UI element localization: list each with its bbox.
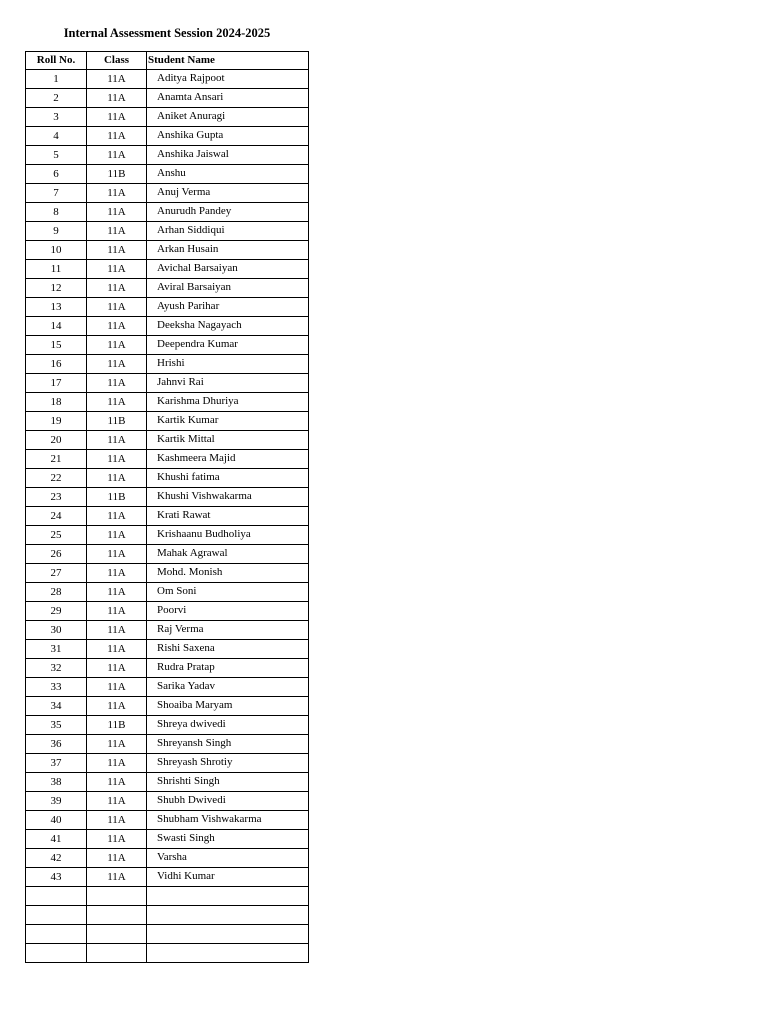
- table-row: [26, 811, 309, 830]
- table-row: [26, 70, 309, 89]
- table-row: [26, 393, 309, 412]
- table-row: [26, 165, 309, 184]
- roll-no-cell: 22: [26, 469, 87, 488]
- roll-no-cell: 37: [26, 754, 87, 773]
- student-name-cell: Aniket Anuragi: [147, 108, 309, 127]
- student-name-cell: Karishma Dhuriya: [147, 393, 309, 412]
- roll-no-cell: 4: [26, 127, 87, 146]
- student-name-cell: Om Soni: [147, 583, 309, 602]
- roll-no-cell: 2: [26, 89, 87, 108]
- class-cell: 11B: [87, 412, 147, 431]
- student-name-cell: Varsha: [147, 849, 309, 868]
- student-name-cell: Anamta Ansari: [147, 89, 309, 108]
- student-name-cell: Rishi Saxena: [147, 640, 309, 659]
- class-cell: 11A: [87, 602, 147, 621]
- class-cell: 11A: [87, 298, 147, 317]
- table-row: [26, 127, 309, 146]
- table-row: [26, 298, 309, 317]
- table-row: [26, 222, 309, 241]
- student-name-header: Student Name: [147, 52, 309, 70]
- roll-no-cell: [26, 925, 87, 944]
- class-cell: 11A: [87, 146, 147, 165]
- table-row: [26, 469, 309, 488]
- class-cell: 11A: [87, 317, 147, 336]
- table-row: [26, 564, 309, 583]
- student-name-cell: Shrishti Singh: [147, 773, 309, 792]
- roll-no-cell: 15: [26, 336, 87, 355]
- class-cell: 11A: [87, 849, 147, 868]
- student-name-cell: Anshika Gupta: [147, 127, 309, 146]
- roll-no-cell: 21: [26, 450, 87, 469]
- table-row: [26, 260, 309, 279]
- table-row: [26, 507, 309, 526]
- table-row: [26, 184, 309, 203]
- roll-no-cell: 25: [26, 526, 87, 545]
- class-cell: 11A: [87, 659, 147, 678]
- table-row: [26, 754, 309, 773]
- class-cell: 11A: [87, 507, 147, 526]
- table-row: [26, 906, 309, 925]
- student-name-cell: Mahak Agrawal: [147, 545, 309, 564]
- roll-no-cell: 34: [26, 697, 87, 716]
- roll-no-cell: 27: [26, 564, 87, 583]
- student-name-cell: Anuj Verma: [147, 184, 309, 203]
- table-row: [26, 108, 309, 127]
- class-cell: 11A: [87, 241, 147, 260]
- class-cell: 11A: [87, 735, 147, 754]
- table-row: [26, 317, 309, 336]
- student-roster-table: [25, 51, 309, 963]
- roll-no-cell: 6: [26, 165, 87, 184]
- student-name-cell: Khushi fatima: [147, 469, 309, 488]
- table-row: [26, 944, 309, 963]
- table-row: [26, 336, 309, 355]
- roll-no-cell: 26: [26, 545, 87, 564]
- student-name-cell: Raj Verma: [147, 621, 309, 640]
- class-cell: 11A: [87, 393, 147, 412]
- student-name-cell: Poorvi: [147, 602, 309, 621]
- table-body: [26, 70, 309, 963]
- table-row: [26, 431, 309, 450]
- table-row: [26, 545, 309, 564]
- header-row: [26, 52, 309, 70]
- student-name-cell: Aviral Barsaiyan: [147, 279, 309, 298]
- roll-no-cell: 43: [26, 868, 87, 887]
- roll-no-cell: 29: [26, 602, 87, 621]
- student-name-cell: Jahnvi Rai: [147, 374, 309, 393]
- class-cell: 11A: [87, 526, 147, 545]
- roll-no-cell: 8: [26, 203, 87, 222]
- roll-no-cell: 18: [26, 393, 87, 412]
- class-header: Class: [87, 52, 147, 70]
- class-cell: [87, 944, 147, 963]
- class-cell: 11A: [87, 469, 147, 488]
- table-row: [26, 621, 309, 640]
- class-cell: 11A: [87, 374, 147, 393]
- roll-no-cell: 16: [26, 355, 87, 374]
- class-cell: [87, 925, 147, 944]
- table-row: [26, 488, 309, 507]
- student-name-cell: [147, 944, 309, 963]
- student-name-cell: Kartik Kumar: [147, 412, 309, 431]
- student-name-cell: Anurudh Pandey: [147, 203, 309, 222]
- student-name-cell: Anshu: [147, 165, 309, 184]
- roll-no-cell: 5: [26, 146, 87, 165]
- class-cell: 11A: [87, 583, 147, 602]
- class-cell: 11A: [87, 640, 147, 659]
- class-cell: 11A: [87, 564, 147, 583]
- roll-no-cell: 41: [26, 830, 87, 849]
- roll-no-cell: 30: [26, 621, 87, 640]
- class-cell: 11A: [87, 203, 147, 222]
- class-cell: [87, 887, 147, 906]
- class-cell: 11A: [87, 773, 147, 792]
- student-name-cell: Sarika Yadav: [147, 678, 309, 697]
- student-name-cell: Arkan Husain: [147, 241, 309, 260]
- class-cell: 11A: [87, 697, 147, 716]
- student-name-cell: Avichal Barsaiyan: [147, 260, 309, 279]
- roll-no-cell: 23: [26, 488, 87, 507]
- table-row: [26, 716, 309, 735]
- table-row: [26, 735, 309, 754]
- class-cell: 11A: [87, 868, 147, 887]
- student-name-cell: Shubh Dwivedi: [147, 792, 309, 811]
- table-row: [26, 374, 309, 393]
- table-row: [26, 146, 309, 165]
- roll-no-cell: [26, 906, 87, 925]
- table-row: [26, 792, 309, 811]
- roll-no-cell: [26, 887, 87, 906]
- roll-no-cell: 9: [26, 222, 87, 241]
- student-name-cell: Vidhi Kumar: [147, 868, 309, 887]
- roll-no-cell: 39: [26, 792, 87, 811]
- student-name-cell: Swasti Singh: [147, 830, 309, 849]
- table-row: [26, 602, 309, 621]
- class-cell: 11B: [87, 165, 147, 184]
- table-header: [26, 52, 309, 70]
- roll-no-header: Roll No.: [26, 52, 87, 70]
- roll-no-cell: 38: [26, 773, 87, 792]
- class-cell: 11A: [87, 70, 147, 89]
- student-name-cell: Arhan Siddiqui: [147, 222, 309, 241]
- roll-no-cell: 42: [26, 849, 87, 868]
- table-row: [26, 697, 309, 716]
- roll-no-cell: 13: [26, 298, 87, 317]
- student-name-cell: Krishaanu Budholiya: [147, 526, 309, 545]
- student-name-cell: Rudra Pratap: [147, 659, 309, 678]
- table-row: [26, 868, 309, 887]
- class-cell: 11A: [87, 431, 147, 450]
- table-row: [26, 526, 309, 545]
- roll-no-cell: 35: [26, 716, 87, 735]
- table-row: [26, 355, 309, 374]
- student-name-cell: Deeksha Nagayach: [147, 317, 309, 336]
- roll-no-cell: 19: [26, 412, 87, 431]
- roll-no-cell: 7: [26, 184, 87, 203]
- class-cell: 11A: [87, 621, 147, 640]
- table-row: [26, 887, 309, 906]
- student-name-cell: [147, 925, 309, 944]
- class-cell: 11A: [87, 450, 147, 469]
- class-cell: [87, 906, 147, 925]
- student-name-cell: Deependra Kumar: [147, 336, 309, 355]
- roll-no-cell: 10: [26, 241, 87, 260]
- student-name-cell: Shoaiba Maryam: [147, 697, 309, 716]
- student-name-cell: Hrishi: [147, 355, 309, 374]
- table-row: [26, 450, 309, 469]
- roll-no-cell: 1: [26, 70, 87, 89]
- class-cell: 11A: [87, 811, 147, 830]
- class-cell: 11A: [87, 279, 147, 298]
- roll-no-cell: 33: [26, 678, 87, 697]
- roll-no-cell: 36: [26, 735, 87, 754]
- table-row: [26, 830, 309, 849]
- table-row: [26, 203, 309, 222]
- student-name-cell: Ayush Parihar: [147, 298, 309, 317]
- student-name-cell: Anshika Jaiswal: [147, 146, 309, 165]
- roll-no-cell: [26, 944, 87, 963]
- roll-no-cell: 14: [26, 317, 87, 336]
- student-name-cell: Shreya dwivedi: [147, 716, 309, 735]
- student-name-cell: Shubham Vishwakarma: [147, 811, 309, 830]
- student-name-cell: Krati Rawat: [147, 507, 309, 526]
- student-name-cell: Shreyansh Singh: [147, 735, 309, 754]
- roll-no-cell: 20: [26, 431, 87, 450]
- table-row: [26, 241, 309, 260]
- class-cell: 11A: [87, 89, 147, 108]
- class-cell: 11A: [87, 127, 147, 146]
- student-name-cell: Kashmeera Majid: [147, 450, 309, 469]
- class-cell: 11A: [87, 184, 147, 203]
- roll-no-cell: 31: [26, 640, 87, 659]
- class-cell: 11A: [87, 336, 147, 355]
- roll-no-cell: 28: [26, 583, 87, 602]
- roll-no-cell: 11: [26, 260, 87, 279]
- table-row: [26, 678, 309, 697]
- class-cell: 11B: [87, 716, 147, 735]
- class-cell: 11A: [87, 222, 147, 241]
- table-row: [26, 583, 309, 602]
- roll-no-cell: 40: [26, 811, 87, 830]
- student-name-cell: [147, 887, 309, 906]
- class-cell: 11A: [87, 545, 147, 564]
- table-row: [26, 849, 309, 868]
- table-row: [26, 279, 309, 298]
- class-cell: 11A: [87, 355, 147, 374]
- roll-no-cell: 3: [26, 108, 87, 127]
- class-cell: 11A: [87, 754, 147, 773]
- class-cell: 11A: [87, 792, 147, 811]
- student-name-cell: Mohd. Monish: [147, 564, 309, 583]
- class-cell: 11A: [87, 678, 147, 697]
- table-row: [26, 925, 309, 944]
- student-name-cell: Shreyash Shrotiy: [147, 754, 309, 773]
- student-name-cell: Khushi Vishwakarma: [147, 488, 309, 507]
- table-row: [26, 412, 309, 431]
- table-row: [26, 89, 309, 108]
- table-row: [26, 659, 309, 678]
- student-name-cell: Aditya Rajpoot: [147, 70, 309, 89]
- student-name-cell: [147, 906, 309, 925]
- roll-no-cell: 12: [26, 279, 87, 298]
- roll-no-cell: 24: [26, 507, 87, 526]
- table-row: [26, 640, 309, 659]
- table-row: [26, 773, 309, 792]
- page-title: Internal Assessment Session 2024-2025: [63, 26, 271, 40]
- roll-no-cell: 17: [26, 374, 87, 393]
- class-cell: 11A: [87, 830, 147, 849]
- student-name-cell: Kartik Mittal: [147, 431, 309, 450]
- class-cell: 11B: [87, 488, 147, 507]
- roll-no-cell: 32: [26, 659, 87, 678]
- class-cell: 11A: [87, 108, 147, 127]
- class-cell: 11A: [87, 260, 147, 279]
